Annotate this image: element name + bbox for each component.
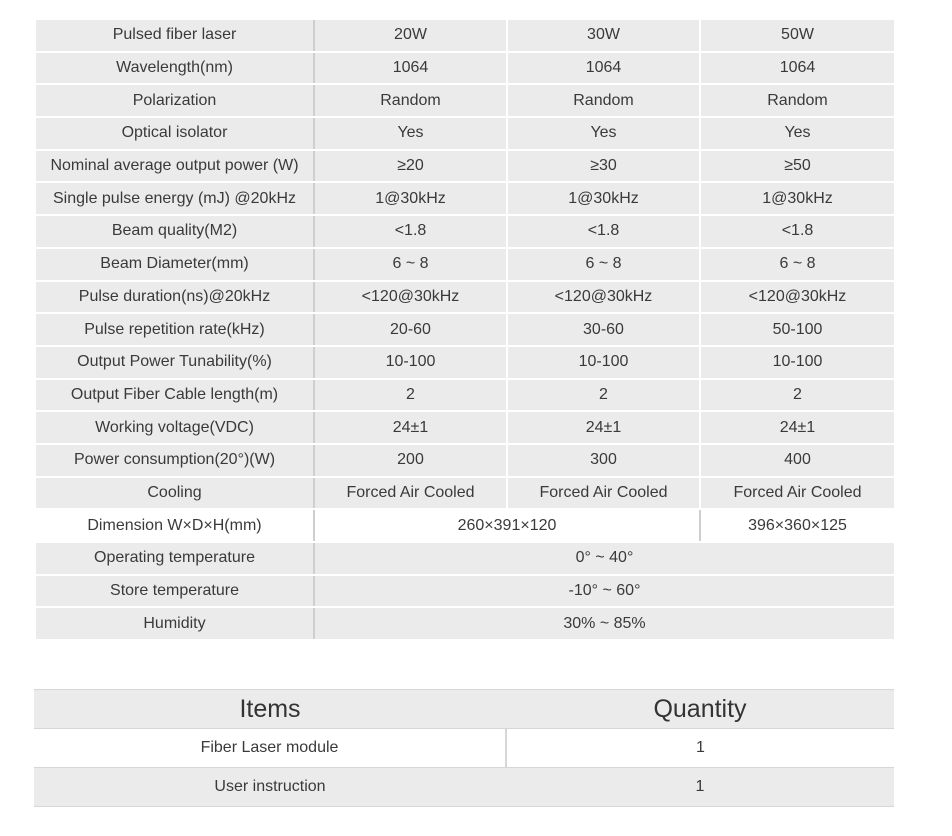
spec-value: 10-100 — [507, 346, 700, 379]
spec-value: Forced Air Cooled — [507, 477, 700, 510]
item-name: Fiber Laser module — [34, 729, 506, 768]
spec-value: 24±1 — [700, 411, 894, 444]
spec-value: 1@30kHz — [507, 182, 700, 215]
table-row — [34, 768, 894, 807]
table-row — [34, 729, 894, 768]
model-50w: 50W — [700, 20, 894, 52]
spec-label: Working voltage(VDC) — [36, 411, 314, 444]
spec-label: Wavelength(nm) — [36, 52, 314, 85]
spec-row — [36, 477, 894, 510]
spec-value: 10-100 — [700, 346, 894, 379]
spec-value: <1.8 — [507, 215, 700, 248]
spec-label: Beam quality(M2) — [36, 215, 314, 248]
spec-row — [36, 346, 894, 379]
spec-label: Operating temperature — [36, 542, 314, 575]
spec-value: ≥50 — [700, 150, 894, 183]
spec-label: Pulse duration(ns)@20kHz — [36, 281, 314, 314]
spec-value: 50-100 — [700, 313, 894, 346]
items-column-header: Items — [34, 690, 506, 729]
spec-row — [36, 52, 894, 85]
spec-value: 20-60 — [314, 313, 507, 346]
spec-value: 300 — [507, 444, 700, 477]
spec-value: Yes — [507, 117, 700, 150]
spec-row — [36, 281, 894, 314]
spec-value: 260×391×120 — [314, 509, 700, 542]
spec-label: Output Fiber Cable length(m) — [36, 379, 314, 412]
spec-value: 2 — [507, 379, 700, 412]
spec-row — [36, 248, 894, 281]
spec-value: 24±1 — [314, 411, 507, 444]
spec-label: Polarization — [36, 84, 314, 117]
spec-row-merged — [36, 575, 894, 608]
spec-value: 1064 — [700, 52, 894, 85]
spec-value: 2 — [700, 379, 894, 412]
item-quantity: 1 — [506, 768, 894, 807]
spec-row-dimension — [36, 509, 894, 542]
spec-value: 0° ~ 40° — [314, 542, 894, 575]
specification-table — [36, 20, 894, 641]
spec-header-row — [36, 20, 894, 52]
spec-row — [36, 444, 894, 477]
spec-value: <120@30kHz — [314, 281, 507, 314]
spec-value: 400 — [700, 444, 894, 477]
spec-value: 30-60 — [507, 313, 700, 346]
spec-value: 30% ~ 85% — [314, 607, 894, 640]
spec-value: 1@30kHz — [314, 182, 507, 215]
spec-value: Forced Air Cooled — [700, 477, 894, 510]
spec-value: <1.8 — [700, 215, 894, 248]
spec-value: -10° ~ 60° — [314, 575, 894, 608]
spec-row — [36, 411, 894, 444]
model-30w: 30W — [507, 20, 700, 52]
spec-value: 6 ~ 8 — [314, 248, 507, 281]
spec-value: <120@30kHz — [507, 281, 700, 314]
spec-row — [36, 379, 894, 412]
spec-value: 1064 — [507, 52, 700, 85]
items-header-row — [34, 690, 894, 729]
spec-value: 6 ~ 8 — [507, 248, 700, 281]
spec-value: ≥20 — [314, 150, 507, 183]
spec-row — [36, 150, 894, 183]
spec-label: Power consumption(20°)(W) — [36, 444, 314, 477]
spec-label: Nominal average output power (W) — [36, 150, 314, 183]
spec-row — [36, 313, 894, 346]
spec-row — [36, 117, 894, 150]
spec-value: 200 — [314, 444, 507, 477]
spec-value: 2 — [314, 379, 507, 412]
spec-value: 1@30kHz — [700, 182, 894, 215]
spec-value: ≥30 — [507, 150, 700, 183]
item-name: User instruction — [34, 768, 506, 807]
spec-label: Beam Diameter(mm) — [36, 248, 314, 281]
spec-value: Forced Air Cooled — [314, 477, 507, 510]
spec-value: 396×360×125 — [700, 509, 894, 542]
spec-label: Store temperature — [36, 575, 314, 608]
spec-label: Pulse repetition rate(kHz) — [36, 313, 314, 346]
spec-label: Cooling — [36, 477, 314, 510]
spec-row-merged — [36, 607, 894, 640]
spec-value: Random — [314, 84, 507, 117]
spec-value: Yes — [700, 117, 894, 150]
spec-label: Pulsed fiber laser — [36, 20, 314, 52]
spec-label: Humidity — [36, 607, 314, 640]
spec-label: Dimension W×D×H(mm) — [36, 509, 314, 542]
spec-value: Random — [700, 84, 894, 117]
spec-value: 10-100 — [314, 346, 507, 379]
spec-value: 1064 — [314, 52, 507, 85]
spec-value: Random — [507, 84, 700, 117]
spec-value: Yes — [314, 117, 507, 150]
spec-label: Single pulse energy (mJ) @20kHz — [36, 182, 314, 215]
spec-row-merged — [36, 542, 894, 575]
quantity-column-header: Quantity — [506, 690, 894, 729]
spec-value: <120@30kHz — [700, 281, 894, 314]
spec-label: Optical isolator — [36, 117, 314, 150]
spec-value: <1.8 — [314, 215, 507, 248]
spec-row — [36, 84, 894, 117]
spec-label: Output Power Tunability(%) — [36, 346, 314, 379]
model-20w: 20W — [314, 20, 507, 52]
spec-value: 24±1 — [507, 411, 700, 444]
spec-row — [36, 215, 894, 248]
spec-row — [36, 182, 894, 215]
items-table — [34, 689, 894, 807]
spec-value: 6 ~ 8 — [700, 248, 894, 281]
item-quantity: 1 — [506, 729, 894, 768]
